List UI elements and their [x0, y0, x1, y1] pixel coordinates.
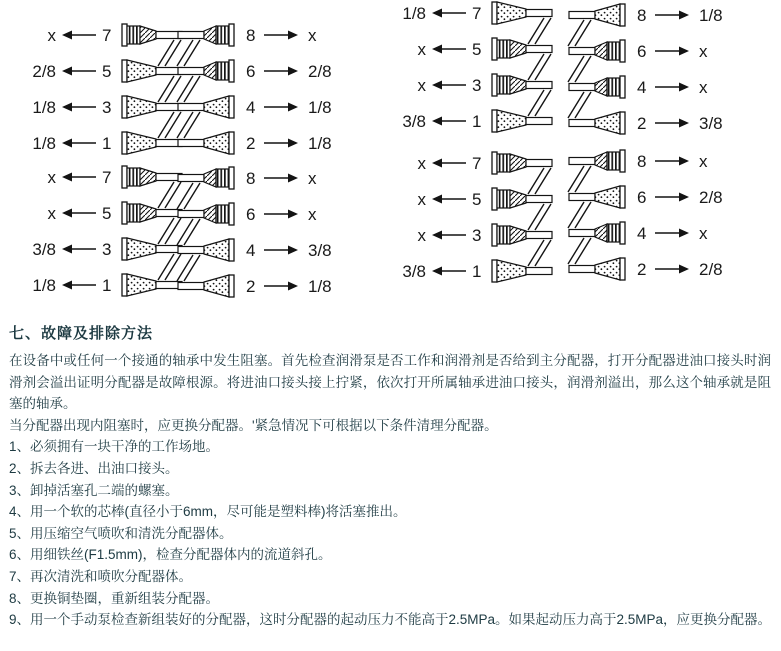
pipe-connector	[528, 204, 544, 230]
threaded-cap-icon	[127, 26, 140, 44]
outlet-value-label: x	[308, 205, 317, 224]
fitting-flange	[122, 166, 127, 188]
step-item: 8、更换铜垫圈，重新组装分配器。	[9, 590, 220, 606]
threaded-cap-icon	[497, 76, 510, 94]
arrow-left-icon	[62, 139, 72, 148]
pipe-connector	[184, 183, 200, 209]
outlet-pipe	[569, 230, 595, 237]
fitting-cone	[510, 40, 526, 58]
step-item: 4、用一个软的芯棒(直径小于6mm，尽可能是塑料棒)将活塞推出。	[9, 504, 407, 520]
fitting-cone	[204, 26, 216, 44]
fitting-flange	[122, 202, 127, 224]
threaded-cap-icon	[607, 78, 620, 96]
funnel-fitting-icon	[595, 258, 620, 280]
fitting-flange	[492, 2, 497, 24]
fitting-cone	[595, 42, 607, 60]
outlet-pipe	[178, 104, 204, 111]
step-item: 1、必须拥有一块干净的工作场地。	[9, 439, 220, 455]
arrow-right-icon	[288, 174, 298, 183]
port-number-label: 8	[246, 26, 256, 45]
arrow-left-icon	[432, 159, 442, 168]
threaded-cap-icon	[216, 205, 229, 223]
arrow-right-icon	[288, 139, 298, 148]
distributor-diagram-group-8	[543, 139, 755, 299]
outlet-pipe	[569, 120, 595, 127]
outlet-value-label: 1/8	[32, 98, 56, 117]
outlet-pipe	[178, 247, 204, 254]
fitting-flange	[492, 38, 497, 60]
distributor-diagram	[543, 139, 755, 299]
port-number-label: 5	[472, 190, 482, 209]
outlet-value-label: x	[417, 226, 426, 245]
outlet-pipe	[569, 84, 595, 91]
threaded-cap-icon	[497, 154, 510, 172]
outlet-pipe	[178, 32, 204, 39]
fitting-cone	[510, 190, 526, 208]
pipe-connector	[568, 166, 584, 192]
port-number-label: 1	[102, 134, 112, 153]
port-number-label: 7	[102, 26, 112, 45]
fitting-flange	[620, 4, 625, 26]
pipe-connector	[177, 40, 193, 66]
threaded-cap-icon	[127, 168, 140, 186]
fitting-flange	[492, 110, 497, 132]
fitting-flange	[229, 24, 234, 46]
port-number-label: 2	[637, 260, 647, 279]
distributor-diagram	[152, 156, 364, 316]
port-number-label: 2	[246, 277, 256, 296]
outlet-value-label: x	[47, 168, 56, 187]
fitting-flange	[229, 60, 234, 82]
outlet-value-label: x	[308, 169, 317, 188]
fitting-flange	[620, 150, 625, 172]
fitting-flange	[122, 96, 127, 118]
outlet-pipe	[178, 140, 204, 147]
pipe-connector	[568, 238, 584, 264]
outlet-value-label: x	[308, 26, 317, 45]
arrow-left-icon	[62, 67, 72, 76]
pipe-connector	[575, 166, 591, 192]
paragraph-replace-distributor: 当分配器出现内阻塞时，应更换分配器。'紧急情况下可根据以下条件清理分配器。	[9, 417, 498, 433]
outlet-value-label: 3/8	[699, 114, 723, 133]
pipe-connector	[575, 92, 591, 118]
funnel-fitting-icon	[497, 260, 526, 282]
port-number-label: 5	[102, 62, 112, 81]
fitting-flange	[492, 188, 497, 210]
port-number-label: 3	[472, 226, 482, 245]
fitting-cone	[204, 169, 216, 187]
arrow-right-icon	[288, 31, 298, 40]
threaded-cap-icon	[216, 26, 229, 44]
pipe-connector	[528, 18, 544, 44]
threaded-cap-icon	[607, 152, 620, 170]
threaded-cap-icon	[497, 190, 510, 208]
port-number-label: 7	[102, 168, 112, 187]
outlet-pipe	[178, 175, 204, 182]
threaded-cap-icon	[497, 40, 510, 58]
outlet-value-label: 3/8	[402, 262, 426, 281]
distributor-diagrams-area	[0, 0, 781, 318]
pipe-connector	[528, 90, 544, 116]
arrow-right-icon	[679, 193, 689, 202]
port-number-label: 1	[472, 112, 482, 131]
port-number-label: 3	[102, 240, 112, 259]
arrow-right-icon	[679, 265, 689, 274]
port-number-label: 6	[246, 62, 256, 81]
fitting-flange	[229, 203, 234, 225]
outlet-value-label: x	[417, 190, 426, 209]
step-item: 7、再次清洗和喷吹分配器体。	[9, 568, 193, 584]
fitting-flange	[229, 167, 234, 189]
outlet-value-label: x	[417, 40, 426, 59]
arrow-right-icon	[288, 246, 298, 255]
distributor-diagram	[543, 0, 755, 153]
step-item: 3、卸掉活塞孔二端的螺塞。	[9, 482, 179, 498]
port-number-label: 2	[246, 134, 256, 153]
outlet-pipe	[178, 68, 204, 75]
arrow-right-icon	[679, 47, 689, 56]
fitting-cone	[510, 226, 526, 244]
pipe-connector	[575, 20, 591, 46]
arrow-left-icon	[432, 117, 442, 126]
section-heading: 七、故障及排除方法	[9, 325, 154, 342]
fitting-cone	[595, 224, 607, 242]
outlet-pipe	[569, 266, 595, 273]
pipe-connector	[568, 202, 584, 228]
fitting-flange	[229, 275, 234, 297]
threaded-cap-icon	[497, 226, 510, 244]
outlet-value-label: 3/8	[402, 112, 426, 131]
pipe-connector	[184, 255, 200, 281]
pipe-connector	[568, 56, 584, 82]
paragraph-blockage-diagnosis: 在设备中或任何一个接通的轴承中发生阻塞。首先检查润滑泵是否工作和润滑剂是否给到主分配器，打开分配器进油口接头时润滑剂会溢出证明分配器是故障根源。将进油口接头接上拧紧，依次打开所属轴承进油口接头，润滑剂溢出，那么这个轴承就是阻塞的轴承。	[9, 353, 771, 412]
arrow-right-icon	[679, 83, 689, 92]
step-item: 6、用细铁丝(F1.5mm)，检查分配器体内的流道斜孔。	[9, 547, 332, 563]
outlet-value-label: 1/8	[308, 134, 332, 153]
threaded-cap-icon	[607, 224, 620, 242]
pipe-connector	[184, 40, 200, 66]
fitting-flange	[492, 224, 497, 246]
outlet-value-label: x	[417, 76, 426, 95]
outlet-pipe	[178, 283, 204, 290]
arrow-left-icon	[62, 173, 72, 182]
pipe-connector	[568, 20, 584, 46]
funnel-fitting-icon	[595, 4, 620, 26]
port-number-label: 4	[637, 224, 647, 243]
funnel-fitting-icon	[204, 132, 229, 154]
pipe-connector	[177, 255, 193, 281]
port-number-label: 7	[472, 4, 482, 23]
fitting-flange	[620, 186, 625, 208]
pipe-connector	[177, 76, 193, 102]
pipe-connector	[528, 54, 544, 80]
pipe-connector	[575, 202, 591, 228]
fitting-flange	[620, 112, 625, 134]
arrow-left-icon	[432, 81, 442, 90]
outlet-value-label: 2/8	[699, 188, 723, 207]
funnel-fitting-icon	[595, 186, 620, 208]
fitting-cone	[204, 205, 216, 223]
distributor-diagram-group-6	[152, 156, 364, 316]
pipe-connector	[184, 76, 200, 102]
arrow-left-icon	[62, 209, 72, 218]
arrow-right-icon	[679, 11, 689, 20]
outlet-value-label: 1/8	[308, 98, 332, 117]
port-number-label: 8	[637, 6, 647, 25]
pipe-connector	[528, 240, 544, 266]
fitting-flange	[620, 40, 625, 62]
port-number-label: 4	[246, 98, 256, 117]
pipe-connector	[184, 112, 200, 138]
funnel-fitting-icon	[497, 110, 526, 132]
threaded-cap-icon	[127, 204, 140, 222]
fitting-cone	[510, 76, 526, 94]
funnel-fitting-icon	[595, 112, 620, 134]
fitting-flange	[620, 76, 625, 98]
arrow-left-icon	[62, 31, 72, 40]
pipe-connector	[528, 168, 544, 194]
outlet-value-label: 3/8	[32, 240, 56, 259]
outlet-value-label: 2/8	[308, 62, 332, 81]
arrow-left-icon	[432, 9, 442, 18]
fitting-flange	[492, 152, 497, 174]
pipe-connector	[575, 56, 591, 82]
fitting-flange	[620, 258, 625, 280]
outlet-value-label: 1/8	[32, 276, 56, 295]
fitting-flange	[229, 239, 234, 261]
pipe-connector	[177, 183, 193, 209]
funnel-fitting-icon	[497, 2, 526, 24]
fitting-flange	[122, 132, 127, 154]
outlet-value-label: 2/8	[699, 260, 723, 279]
port-number-label: 3	[102, 98, 112, 117]
port-number-label: 7	[472, 154, 482, 173]
distributor-diagram-group-4	[543, 0, 755, 153]
outlet-pipe	[569, 194, 595, 201]
outlet-pipe	[569, 12, 595, 19]
pipe-connector	[575, 238, 591, 264]
port-number-label: 1	[472, 262, 482, 281]
troubleshooting-section	[0, 322, 781, 631]
port-number-label: 5	[472, 40, 482, 59]
port-number-label: 2	[637, 114, 647, 133]
funnel-fitting-icon	[204, 275, 229, 297]
outlet-value-label: x	[699, 42, 708, 61]
distributor-diagram-group-2	[152, 13, 364, 173]
outlet-pipe	[178, 211, 204, 218]
arrow-right-icon	[679, 229, 689, 238]
threaded-cap-icon	[607, 42, 620, 60]
arrow-right-icon	[288, 103, 298, 112]
arrow-right-icon	[679, 119, 689, 128]
fitting-flange	[492, 260, 497, 282]
port-number-label: 6	[246, 205, 256, 224]
threaded-cap-icon	[216, 169, 229, 187]
outlet-value-label: x	[699, 78, 708, 97]
outlet-value-label: 1/8	[32, 134, 56, 153]
port-number-label: 6	[637, 42, 647, 61]
outlet-value-label: 1/8	[699, 6, 723, 25]
arrow-right-icon	[288, 282, 298, 291]
arrow-left-icon	[432, 45, 442, 54]
fitting-cone	[595, 152, 607, 170]
arrow-right-icon	[288, 67, 298, 76]
arrow-left-icon	[432, 231, 442, 240]
fitting-flange	[620, 222, 625, 244]
arrow-left-icon	[62, 103, 72, 112]
outlet-value-label: x	[699, 224, 708, 243]
port-number-label: 8	[637, 152, 647, 171]
arrow-right-icon	[679, 157, 689, 166]
arrow-left-icon	[62, 281, 72, 290]
fitting-flange	[229, 132, 234, 154]
step-item: 9、用一个手动泵检查新组装好的分配器，这时分配器的起动压力不能高于2.5MPa。如果起动压力高于2.5MPa，应更换分配器。	[9, 612, 772, 628]
funnel-fitting-icon	[204, 239, 229, 261]
outlet-value-label: x	[417, 154, 426, 173]
arrow-left-icon	[62, 245, 72, 254]
arrow-right-icon	[288, 210, 298, 219]
port-number-label: 4	[637, 78, 647, 97]
outlet-value-label: 2/8	[32, 62, 56, 81]
fitting-cone	[204, 62, 216, 80]
fitting-flange	[229, 96, 234, 118]
outlet-pipe	[569, 158, 595, 165]
outlet-value-label: x	[699, 152, 708, 171]
outlet-value-label: 1/8	[402, 4, 426, 23]
fitting-flange	[122, 274, 127, 296]
outlet-value-label: 3/8	[308, 241, 332, 260]
fitting-flange	[122, 60, 127, 82]
outlet-value-label: x	[47, 26, 56, 45]
step-item: 5、用压缩空气喷吹和清洗分配器体。	[9, 525, 233, 541]
step-item: 2、拆去各进、出油口接头。	[9, 460, 179, 476]
fitting-flange	[122, 238, 127, 260]
pipe-connector	[177, 219, 193, 245]
fitting-flange	[122, 24, 127, 46]
arrow-left-icon	[432, 195, 442, 204]
distributor-diagram	[152, 13, 364, 173]
pipe-connector	[184, 219, 200, 245]
port-number-label: 4	[246, 241, 256, 260]
pipe-connector	[568, 92, 584, 118]
port-number-label: 3	[472, 76, 482, 95]
outlet-pipe	[569, 48, 595, 55]
funnel-fitting-icon	[204, 96, 229, 118]
arrow-left-icon	[432, 267, 442, 276]
port-number-label: 6	[637, 188, 647, 207]
port-number-label: 8	[246, 169, 256, 188]
fitting-flange	[492, 74, 497, 96]
outlet-value-label: x	[47, 204, 56, 223]
port-number-label: 5	[102, 204, 112, 223]
fitting-cone	[595, 78, 607, 96]
fitting-cone	[510, 154, 526, 172]
pipe-connector	[177, 112, 193, 138]
outlet-value-label: 1/8	[308, 277, 332, 296]
port-number-label: 1	[102, 276, 112, 295]
threaded-cap-icon	[216, 62, 229, 80]
